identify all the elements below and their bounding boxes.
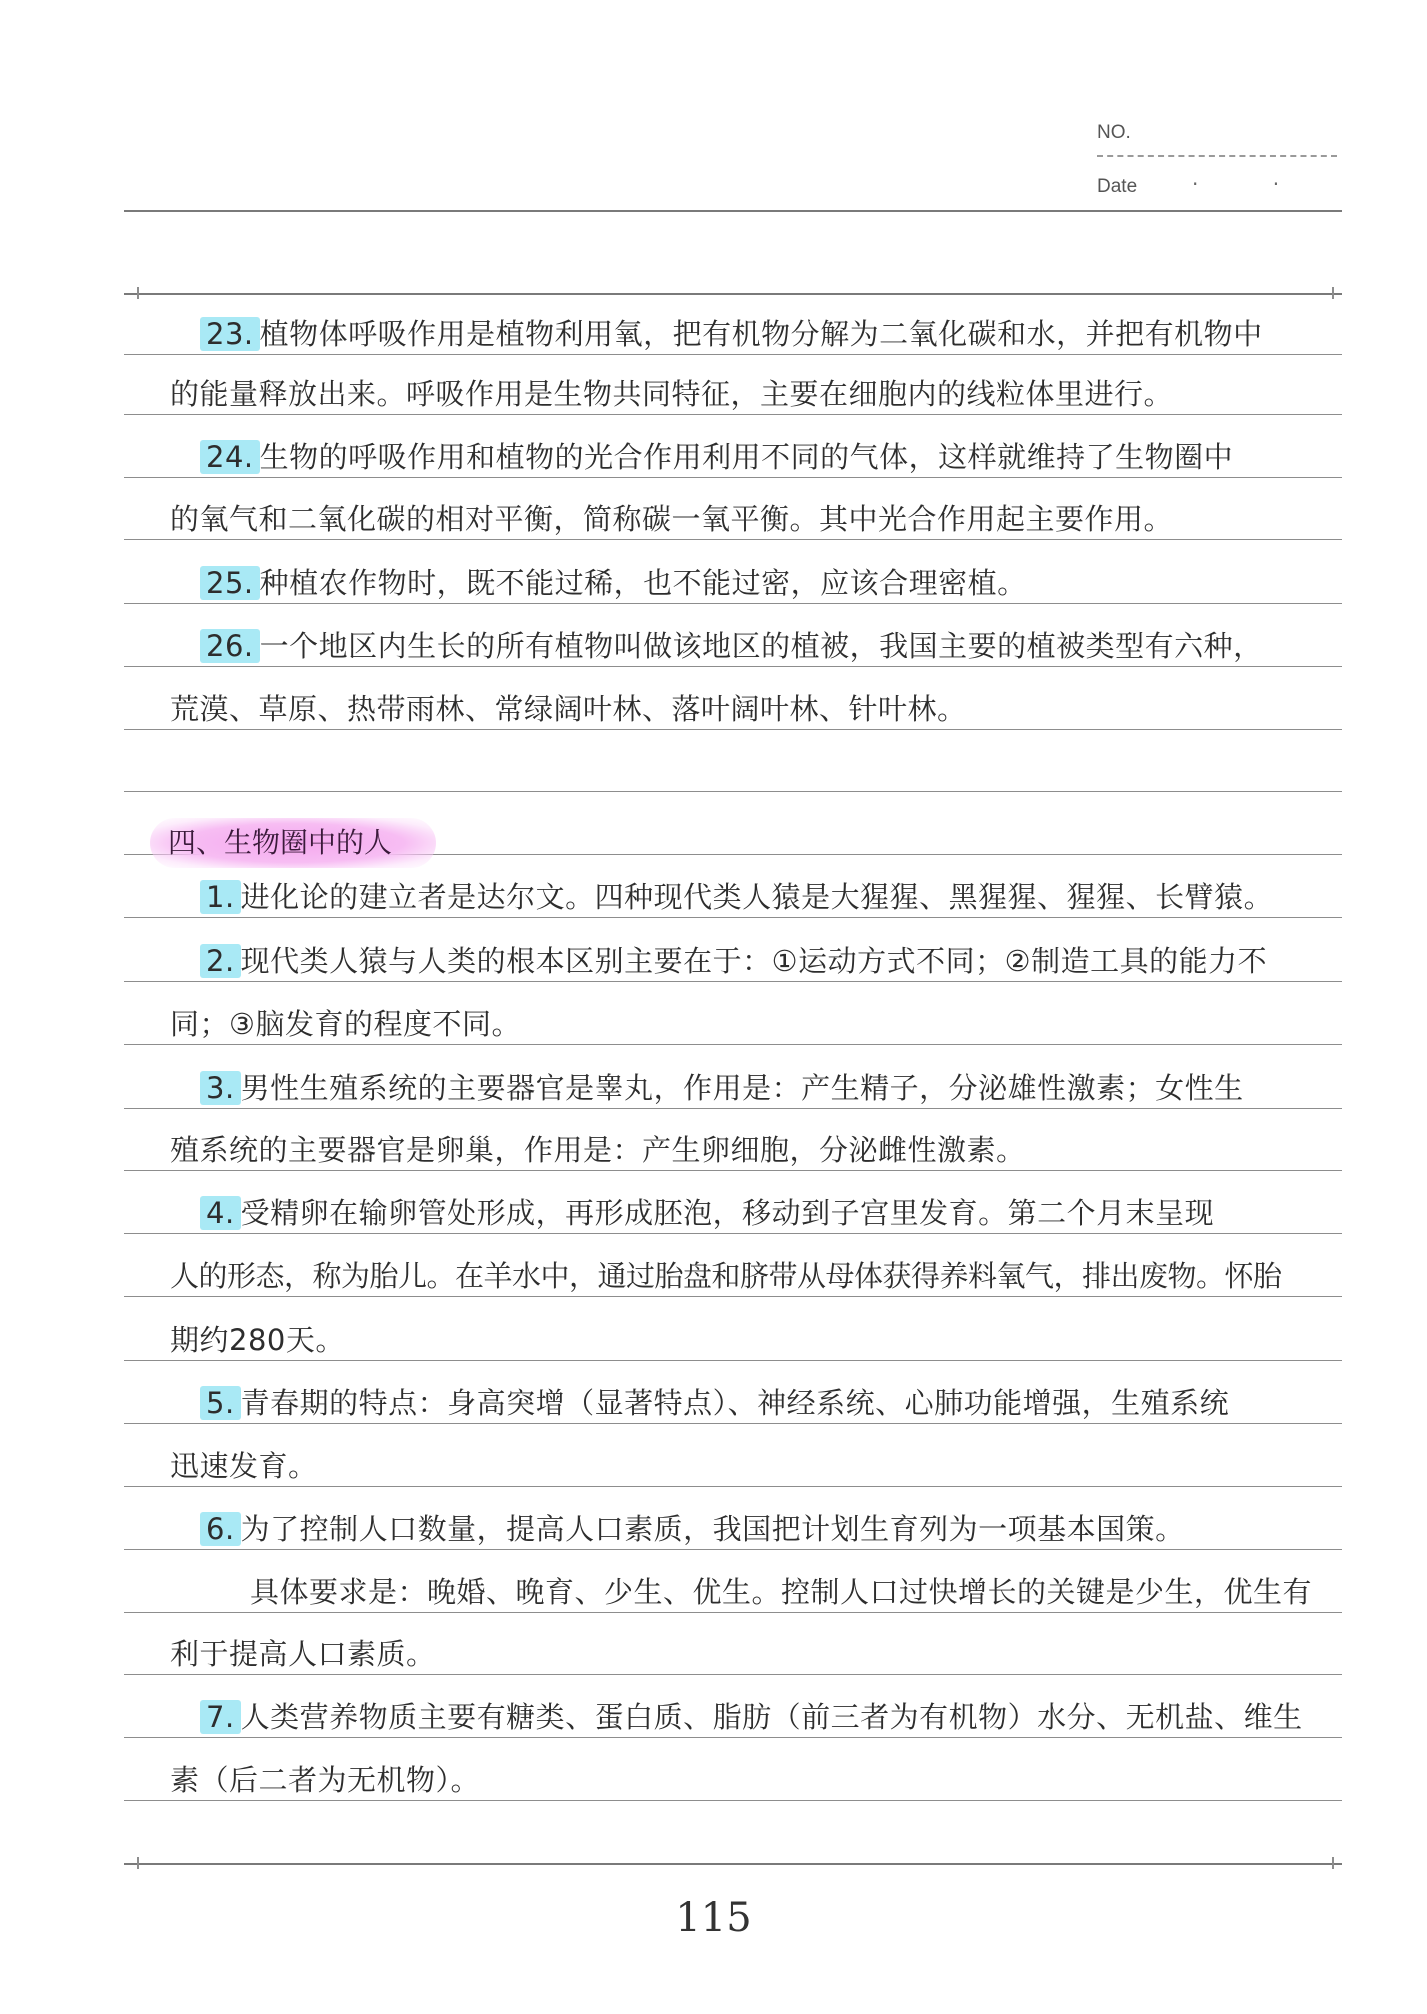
note-line (170, 1760, 1335, 1800)
item-number: 6. (200, 1512, 241, 1546)
note-line-text: 受精卵在输卵管处形成，再形成胚泡，移动到子宫里发育。第二个月末呈现 (240, 1196, 1215, 1230)
note-line (208, 563, 1333, 603)
ruled-line (124, 791, 1342, 792)
note-line-text: 青春期的特点：身高突增（显著特点）、神经系统、心肺功能增强，生殖系统 (240, 1386, 1230, 1420)
note-line (170, 1130, 1335, 1170)
header-rule (124, 210, 1342, 212)
rule-tick (1332, 287, 1334, 299)
ruled-line (124, 1296, 1342, 1297)
ruled-line (124, 1549, 1342, 1550)
note-line (250, 1572, 1335, 1612)
item-number: 25. (200, 566, 260, 600)
header-no-label: NO. (1097, 122, 1131, 143)
note-line-text: 为了控制人口数量，提高人口素质，我国把计划生育列为一项基本国策。 (240, 1512, 1185, 1546)
rule-tick (137, 1857, 139, 1869)
note-line-text: 利于提高人口素质。 (170, 1637, 436, 1671)
item-number: 26. (200, 629, 260, 663)
note-line (170, 1004, 1335, 1044)
ruled-line (124, 1486, 1342, 1487)
note-line (208, 626, 1333, 666)
note-line-text: 人类营养物质主要有糖类、蛋白质、脂肪（前三者为有机物）水分、无机盐、维生 (240, 1700, 1303, 1734)
ruled-line (124, 477, 1342, 478)
page-number: 115 (675, 1895, 752, 1941)
section-heading: 四、生物圈中的人 (150, 818, 436, 868)
ruled-line (124, 354, 1342, 355)
ruled-line (124, 1737, 1342, 1738)
note-line-text: 殖系统的主要器官是卵巢，作用是：产生卵细胞，分泌雌性激素。 (170, 1133, 1026, 1167)
ruled-line (124, 1360, 1342, 1361)
note-line-text: 现代类人猿与人类的根本区别主要在于：①运动方式不同；②制造工具的能力不 (240, 944, 1268, 978)
note-line (208, 1383, 1333, 1423)
item-number: 23. (200, 317, 260, 351)
ruled-line (124, 981, 1342, 982)
top-margin-rule (124, 293, 1342, 295)
note-line (170, 1446, 1335, 1486)
ruled-line (124, 917, 1342, 918)
item-number: 5. (200, 1386, 241, 1420)
ruled-line (124, 1423, 1342, 1424)
note-line (208, 877, 1333, 917)
header-date-dots: · · (1192, 172, 1314, 196)
rule-tick (137, 287, 139, 299)
note-line-text: 植物体呼吸作用是植物利用氧，把有机物分解为二氧化碳和水，并把有机物中 (259, 317, 1263, 351)
note-line (170, 1256, 1335, 1296)
ruled-line (124, 539, 1342, 540)
note-line (208, 1193, 1333, 1233)
note-line-text: 的能量释放出来。呼吸作用是生物共同特征，主要在细胞内的线粒体里进行。 (170, 377, 1174, 411)
note-line-text: 男性生殖系统的主要器官是睾丸，作用是：产生精子，分泌雄性激素；女性生 (240, 1071, 1244, 1105)
item-number: 4. (200, 1196, 241, 1230)
note-line-text: 同；③脑发育的程度不同。 (170, 1007, 521, 1041)
ruled-line (124, 1674, 1342, 1675)
ruled-line (124, 729, 1342, 730)
note-line (208, 1068, 1333, 1108)
ruled-line (124, 414, 1342, 415)
note-line-text: 人的形态，称为胎儿。在羊水中，通过胎盘和脐带从母体获得养料氧气，排出废物。怀胎 (170, 1259, 1282, 1293)
note-line (208, 437, 1333, 477)
ruled-line (124, 1612, 1342, 1613)
note-line (208, 314, 1333, 354)
note-line-text: 期约280天。 (170, 1323, 345, 1357)
note-line-text: 荒漠、草原、热带雨林、常绿阔叶林、落叶阔叶林、针叶林。 (170, 692, 967, 726)
note-line (170, 1320, 1335, 1360)
note-line (170, 1634, 1335, 1674)
note-line-text: 具体要求是：晚婚、晚育、少生、优生。控制人口过快增长的关键是少生，优生有 (250, 1575, 1313, 1609)
rule-tick (1332, 1857, 1334, 1869)
ruled-line (124, 1233, 1342, 1234)
note-line-text: 素（后二者为无机物）。 (170, 1763, 481, 1797)
ruled-line (124, 1108, 1342, 1109)
ruled-line (124, 666, 1342, 667)
note-line (170, 499, 1335, 539)
note-line (170, 374, 1335, 414)
note-line-text: 的氧气和二氧化碳的相对平衡，简称碳一氧平衡。其中光合作用起主要作用。 (170, 502, 1174, 536)
item-number: 1. (200, 880, 241, 914)
header-date-label: Date (1097, 176, 1138, 197)
note-line-text: 迅速发育。 (170, 1449, 318, 1483)
ruled-line (124, 603, 1342, 604)
note-line-text: 进化论的建立者是达尔文。四种现代类人猿是大猩猩、黑猩猩、猩猩、长臂猿。 (240, 880, 1274, 914)
item-number: 2. (200, 944, 241, 978)
note-line (170, 689, 1335, 729)
note-line (208, 1509, 1333, 1549)
ruled-line (124, 1170, 1342, 1171)
note-line-text: 种植农作物时，既不能过稀，也不能过密，应该合理密植。 (259, 566, 1027, 600)
ruled-line (124, 1800, 1342, 1801)
note-line (208, 1697, 1333, 1737)
note-line-text: 生物的呼吸作用和植物的光合作用利用不同的气体，这样就维持了生物圈中 (259, 440, 1234, 474)
bottom-margin-rule (124, 1863, 1342, 1865)
item-number: 7. (200, 1700, 241, 1734)
ruled-line (124, 1044, 1342, 1045)
note-line (208, 941, 1333, 981)
header-dashed-divider (1097, 155, 1337, 157)
item-number: 24. (200, 440, 260, 474)
item-number: 3. (200, 1071, 241, 1105)
note-line-text: 一个地区内生长的所有植物叫做该地区的植被，我国主要的植被类型有六种， (259, 629, 1263, 663)
